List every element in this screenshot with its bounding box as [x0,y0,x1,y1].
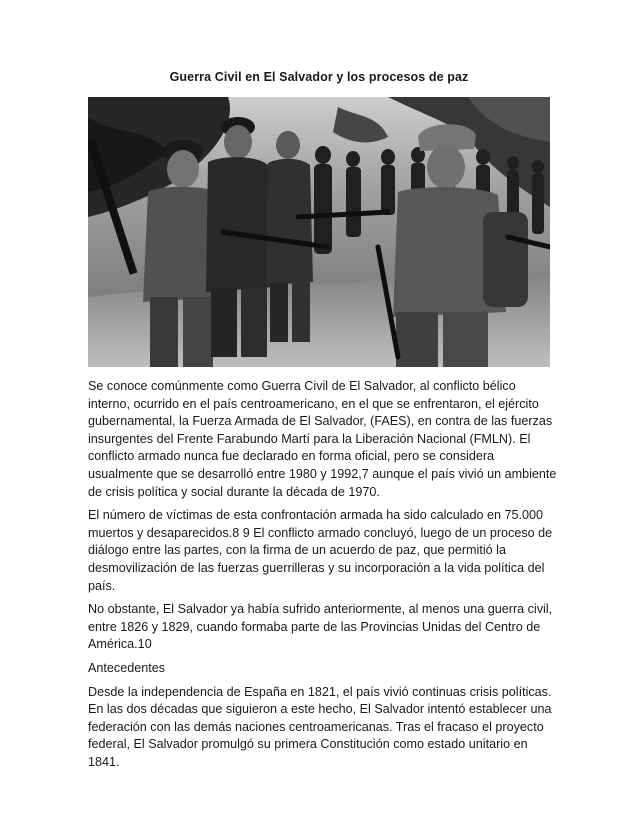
page-title: Guerra Civil en El Salvador y los procesos de paz [169,70,469,84]
section-heading-antecedentes: Antecedentes [88,660,166,675]
document-body [88,378,558,777]
guerrilla-column-photo [88,97,550,367]
paragraph-victims: El número de víctimas de esta confrontación armada ha sido calculado en 75.000 muertos y desaparecidos.8 9 El conflicto armado concluyó, luego de un proceso de diálogo entre las partes, con la firma de un acuerdo de paz, que permitió la desmovilización de las fuerzas guerrilleras y su incorporación a la vida política del país. [88,508,553,593]
paragraph-intro: Se conoce comúnmente como Guerra Civil de El Salvador, al conflicto bélico interno, ocurrido en el país centroamericano, en el que se enfrentaron, el ejército gubernamental, la Fuerza Armada de El Salvador, (FAES), en contra de las fuerzas insurgentes del Frente Farabundo Martí para la Liberación Nacional (FMLN). El conflicto armado nunca fue declarado en forma oficial, pero se considera usualmente que se desarrolló entre 1980 y 1992,7 aunque el país vivió un ambiente de crisis política y social durante la década de 1970. [88,379,557,499]
paragraph-previous-war: No obstante, El Salvador ya había sufrido anteriormente, al menos una guerra civil, entre 1826 y 1829, cuando formaba parte de las Provincias Unidas del Centro de América.10 [88,602,553,652]
paragraph-independence: Desde la independencia de España en 1821, el país vivió continuas crisis políticas. En las dos décadas que siguieron a este hecho, El Salvador intentó establecer una federación con las demás naciones centroamericanas. Tras el fracaso el proyecto federal, El Salvador promulgó su primera Constitución como estado unitario en 1841. [88,684,552,769]
